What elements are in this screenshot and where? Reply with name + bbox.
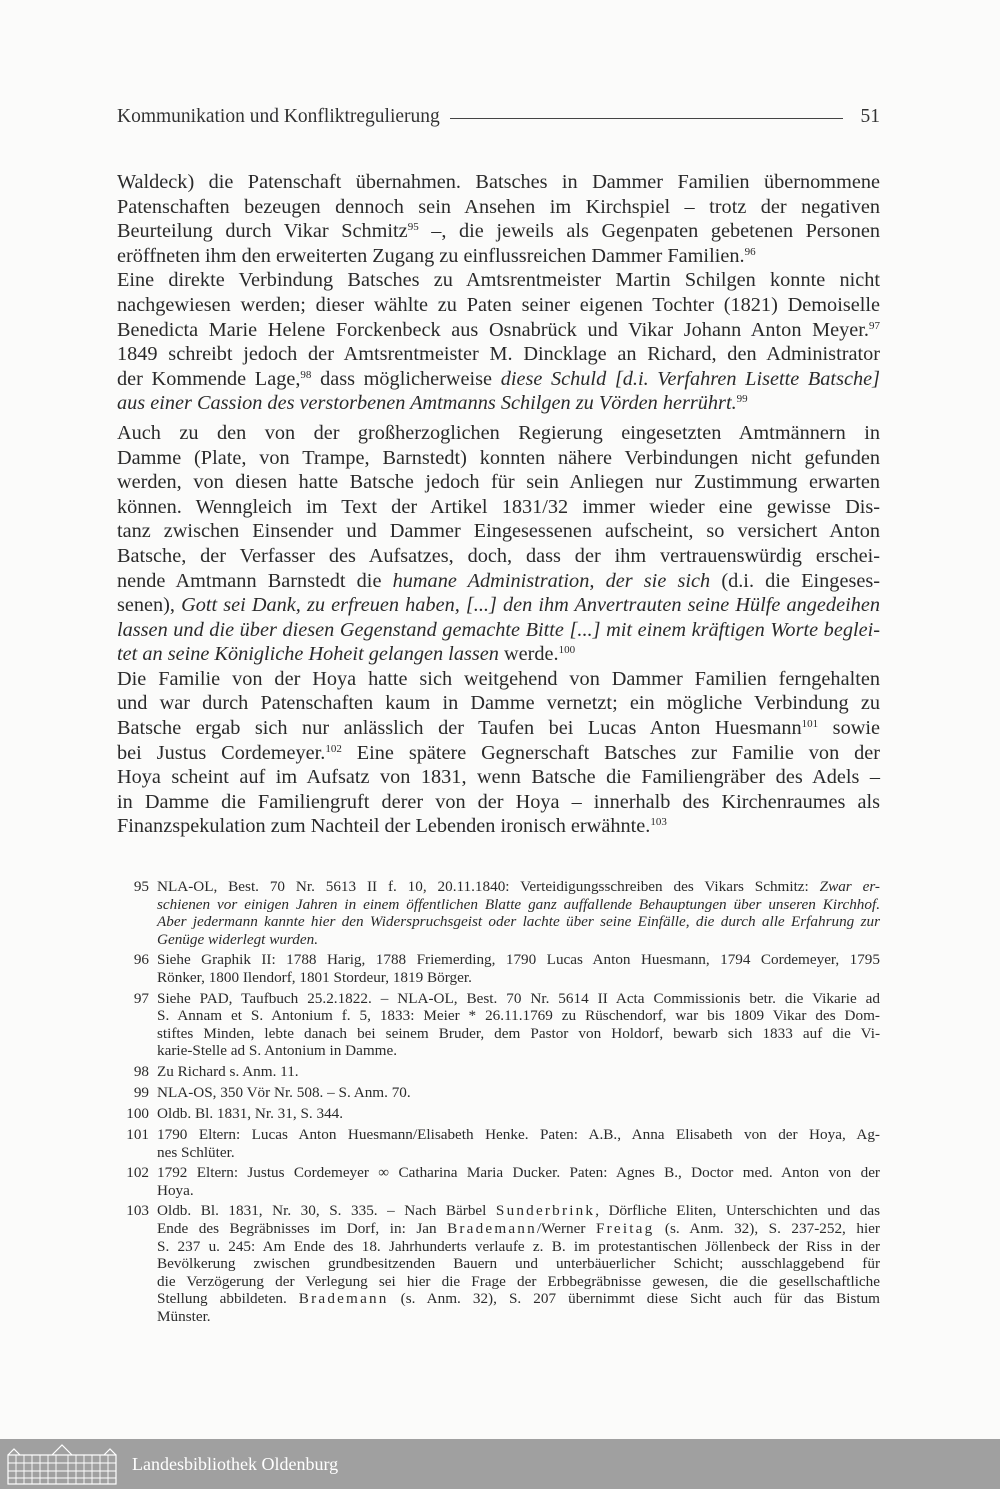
text-segment: Auch zu den von der großherzoglichen Regierung eingesetzten Amtmännern in bbox=[117, 421, 880, 444]
text-segment: können. Wenngleich im Text der Artikel 1831/32 immer wieder eine gewisse Dis- bbox=[117, 495, 880, 518]
body-line bbox=[117, 618, 880, 643]
text-segment: senen), bbox=[117, 594, 182, 617]
text-segment: NLA-OL, Best. 70 Nr. 5613 II f. 10, 20.11.1840: Verteidigungsschreiben des Vikars Schmitz: bbox=[157, 878, 820, 895]
body-line bbox=[117, 421, 880, 446]
footnote-line bbox=[157, 896, 880, 914]
footnote-text bbox=[157, 990, 880, 1060]
footnote bbox=[117, 1105, 880, 1123]
body-line bbox=[117, 544, 880, 569]
footnote-number: 98 bbox=[133, 1062, 149, 1080]
italic-quote: Genüge widerlegt wurden. bbox=[157, 930, 318, 948]
body-line bbox=[117, 691, 880, 716]
text-segment: stiftes Minden, lebte danach bei seinem Bruder, dem Pastor von Holdorf, bewarb sich 1833 auf die Vi- bbox=[157, 1024, 880, 1042]
text-segment: Ende des Begräbnisses im Dorf, in: Jan bbox=[157, 1219, 448, 1237]
text-segment: Batsche, der Verfasser des Aufsatzes, doch, dass der ihm vertrauenswürdig erschei- bbox=[117, 544, 880, 567]
footnote-line bbox=[157, 1105, 880, 1123]
body-line bbox=[117, 219, 880, 244]
footnote-number: 100 bbox=[126, 1104, 149, 1122]
footnotes bbox=[117, 878, 880, 1328]
text-segment: bei Justus Cordemeyer. bbox=[117, 741, 326, 764]
footnote-line bbox=[157, 1126, 880, 1144]
footnote-reference[interactable]: 102 bbox=[325, 742, 342, 755]
running-header bbox=[117, 104, 880, 130]
italic-quote: tet an seine Königliche Hoheit gelangen lassen bbox=[117, 643, 499, 666]
footnote-line bbox=[157, 1063, 880, 1081]
header-title: Kommunikation und Konfliktregulierung bbox=[117, 106, 440, 127]
text-segment: (s. Anm. 32), S. 237-252, hier bbox=[654, 1219, 880, 1237]
text-segment: Hoya. bbox=[157, 1181, 194, 1199]
header-rule bbox=[450, 118, 843, 119]
footnote bbox=[117, 1202, 880, 1325]
text-segment: Münster. bbox=[157, 1307, 211, 1325]
footnote-line bbox=[157, 1182, 880, 1200]
text-segment: werden, von diesen hatte Batsche jedoch für sein Anliegen nur Zustimmung erwarten bbox=[117, 471, 880, 494]
footnote-line bbox=[157, 990, 880, 1008]
text-segment: Die Familie von der Hoya hatte sich weitgehend von Dammer Familien ferngehalten bbox=[117, 667, 880, 690]
text-segment: 1790 Eltern: Lucas Anton Huesmann/Elisabeth Henke. Paten: A.B., Anna Elisabeth von der Hoya, Ag- bbox=[157, 1125, 880, 1143]
text-segment: –, die jeweils als Gegenpaten gebetenen Personen bbox=[418, 220, 880, 243]
footnote-line bbox=[157, 1144, 880, 1162]
footnote-line bbox=[157, 1238, 880, 1256]
footnote-text bbox=[157, 878, 880, 948]
footnote bbox=[117, 990, 880, 1060]
text-segment: 1792 Eltern: Justus Cordemeyer ∞ Catharina Maria Ducker. Paten: Agnes B., Doctor med. Anton von der bbox=[157, 1164, 880, 1182]
footnote-text bbox=[157, 1164, 880, 1199]
italic-quote: Aber jedermann kannte hier den Widerspruchsgeist oder lachte über seine Einfälle, die durch alle Erfahrung zur bbox=[157, 913, 880, 931]
page-number: 51 bbox=[860, 106, 880, 127]
body-line bbox=[117, 195, 880, 220]
text-segment: karie-Stelle ad S. Antonium in Damme. bbox=[157, 1042, 398, 1060]
body-line bbox=[117, 790, 880, 815]
text-segment: tanz zwischen Einsender und Dammer Eingesessenen aufscheint, so versichert Anton bbox=[117, 520, 880, 543]
text-segment: Siehe PAD, Taufbuch 25.2.1822. – NLA-OL, Best. 70 Nr. 5614 II Acta Commissionis betr. die Vikarie ad bbox=[157, 989, 880, 1007]
body-line bbox=[117, 391, 880, 416]
footnote-text bbox=[157, 1126, 880, 1161]
footnote bbox=[117, 951, 880, 986]
body-line bbox=[117, 495, 880, 520]
footnote-line bbox=[157, 1220, 880, 1238]
text-segment: Eine direkte Verbindung Batsches zu Amtsrentmeister Martin Schilgen konnte nicht bbox=[117, 269, 880, 292]
body-line bbox=[117, 244, 880, 269]
footnote-line bbox=[157, 1290, 880, 1308]
footnote-reference[interactable]: 95 bbox=[407, 221, 419, 234]
body-line bbox=[117, 342, 880, 367]
body-line bbox=[117, 170, 880, 195]
footnote-number: 95 bbox=[133, 878, 149, 895]
library-footer-bar bbox=[0, 1439, 1000, 1489]
text-segment: Siehe Graphik II: 1788 Harig, 1788 Friemerding, 1790 Lucas Anton Huesmann, 1794 Cordemeyer, 1795 bbox=[157, 951, 880, 969]
text-segment: 1849 schreibt jedoch der Amtsrentmeister M. Dincklage an Richard, den Administrator bbox=[117, 343, 880, 366]
text-segment: Batsche ergab sich nur anlässlich der Taufen bei Lucas Anton Huesmann bbox=[117, 717, 802, 740]
body-line bbox=[117, 268, 880, 293]
footnote-line bbox=[157, 969, 880, 987]
footnote-number: 102 bbox=[126, 1164, 149, 1182]
footnote-text bbox=[157, 1202, 880, 1325]
text-segment: Sunderbrink bbox=[495, 1202, 596, 1220]
footnote-line bbox=[157, 1007, 880, 1025]
footnote bbox=[117, 878, 880, 948]
text-segment: S. 237 u. 245: Am Ende des 18. Jahrhunderts verlaufe z. B. im protestantischen Jöllenbeck der Riss in der bbox=[157, 1237, 880, 1255]
italic-quote: aus einer Cassion des verstorbenen Amtmanns Schilgen zu Vörden herrührt. bbox=[117, 392, 737, 415]
text-segment: werde. bbox=[498, 643, 559, 666]
footnote-reference[interactable]: 103 bbox=[650, 816, 667, 829]
text-segment: Beurteilung durch Vikar Schmitz bbox=[117, 220, 408, 243]
footnote bbox=[117, 1084, 880, 1102]
footnote-line bbox=[157, 1255, 880, 1273]
footnote-line bbox=[157, 951, 880, 969]
text-segment: Oldb. Bl. 1831, Nr. 30, S. 335. – Nach Bärbel bbox=[157, 1202, 496, 1220]
body-line bbox=[117, 667, 880, 692]
footnote-line bbox=[157, 931, 880, 949]
footnote-text bbox=[157, 1105, 880, 1123]
footnote-reference[interactable]: 97 bbox=[869, 319, 880, 332]
text-segment: (d.i. die Eingeses- bbox=[710, 569, 880, 592]
footnote-line bbox=[157, 1202, 880, 1220]
text-segment: , Dörfliche Eliten, Unterschichten und das bbox=[595, 1202, 880, 1220]
body-line bbox=[117, 642, 880, 667]
footnote-number: 103 bbox=[126, 1202, 149, 1220]
text-segment: in Damme die Familiengruft derer von der Hoya – innerhalb des Kirchenraumes als bbox=[117, 790, 880, 813]
body-line bbox=[117, 716, 880, 741]
body-line bbox=[117, 765, 880, 790]
body-text bbox=[117, 170, 880, 839]
body-line bbox=[117, 293, 880, 318]
text-segment: Damme (Plate, von Trampe, Barnstedt) konnten nähere Verbindungen nicht gefunden bbox=[117, 446, 880, 469]
text-segment: dass möglicherweise bbox=[311, 367, 501, 390]
text-segment: nachgewiesen werden; dieser wählte zu Paten seiner eigenen Tochter (1821) Demoiselle bbox=[117, 293, 880, 316]
body-line bbox=[117, 318, 880, 343]
text-segment: NLA-OS, 350 Vör Nr. 508. – S. Anm. 70. bbox=[157, 1083, 411, 1101]
text-segment: sowie bbox=[818, 717, 880, 740]
text-segment: Finanzspekulation zum Nachteil der Lebenden ironisch erwähnte. bbox=[117, 815, 651, 838]
text-segment: Freitag bbox=[595, 1219, 655, 1237]
text-segment: der Kommende Lage, bbox=[117, 367, 301, 390]
italic-quote: schienen vor einigen Jahren in einem öffentlichen Blatte ganz auffallende Behauptungen über unseren Kirchhof. bbox=[157, 895, 880, 913]
text-segment: die Verzögerung der Verlegung sei hier die Frage der Erbbegräbnisse gewesen, die die gesellschaftliche bbox=[157, 1272, 880, 1290]
footnote-reference[interactable]: 96 bbox=[744, 245, 756, 258]
footnote-text bbox=[157, 1084, 880, 1102]
footnote bbox=[117, 1063, 880, 1081]
body-line bbox=[117, 593, 880, 618]
italic-quote: lassen und die über diesen Gegenstand gemachte Bitte [...] mit einem kräftigen Worte beglei- bbox=[117, 618, 880, 641]
italic-quote: Gott sei Dank, zu erfreuen haben, [...] den ihm Anvertrauten seine Hülfe angedeihen bbox=[181, 594, 880, 617]
text-segment: Waldeck) die Patenschaft übernahmen. Batsches in Dammer Familien übernommene bbox=[117, 171, 880, 193]
footnote-reference[interactable]: 98 bbox=[300, 368, 312, 381]
footnote-reference[interactable]: 99 bbox=[736, 393, 748, 406]
footnote bbox=[117, 1164, 880, 1199]
text-segment: Bevölkerung zwischen grundbesitzenden Bauern und unterbäuerlicher Schicht; ausschlaggebend für bbox=[157, 1255, 880, 1273]
text-segment: Hoya scheint auf im Aufsatz von 1831, wenn Batsche die Familiengräber des Adels – bbox=[117, 766, 880, 789]
italic-quote: Zwar er- bbox=[819, 878, 880, 895]
footnote-line bbox=[157, 1164, 880, 1182]
footnote-number: 101 bbox=[126, 1125, 149, 1143]
text-segment: Benedicta Marie Helene Forckenbeck aus Osnabrück und Vikar Johann Anton Meyer. bbox=[117, 318, 869, 341]
footnote-number: 96 bbox=[133, 951, 149, 969]
text-segment: und war durch Patenschaften kaum in Damme vernetzt; ein mögliche Verbindung zu bbox=[117, 692, 880, 715]
body-line bbox=[117, 569, 880, 594]
library-building-icon bbox=[6, 1443, 118, 1485]
italic-quote: diese Schuld [d.i. Verfahren Lisette Batsche] bbox=[500, 367, 880, 390]
footnote-reference[interactable]: 100 bbox=[558, 644, 576, 657]
italic-quote: humane Administration, der sie sich bbox=[392, 569, 711, 592]
text-segment: Zu Richard s. Anm. 11. bbox=[157, 1062, 299, 1080]
body-line bbox=[117, 470, 880, 495]
footnote-line bbox=[157, 1025, 880, 1043]
text-segment: eröffneten ihm den erweiterten Zugang zu einflussreichen Dammer Familien. bbox=[117, 244, 745, 267]
text-segment: Patenschaften bezeugen dennoch sein Ansehen im Kirchspiel – trotz der negativen bbox=[117, 195, 880, 218]
library-name: Landesbibliothek Oldenburg bbox=[132, 1453, 339, 1474]
text-segment: Brademann bbox=[298, 1290, 389, 1308]
text-segment: Eine spätere Gegnerschaft Batsches zur Familie von der bbox=[341, 741, 880, 764]
text-segment: nes Schlüter. bbox=[157, 1143, 235, 1161]
footnote-line bbox=[157, 1308, 880, 1326]
text-segment: Brademann bbox=[447, 1219, 537, 1237]
body-line bbox=[117, 741, 880, 766]
footnote-line bbox=[157, 878, 880, 896]
footnote-line bbox=[157, 1273, 880, 1291]
body-line bbox=[117, 367, 880, 392]
text-segment: Rönker, 1800 Ilendorf, 1801 Stordeur, 1819 Börger. bbox=[157, 968, 472, 986]
footnote-line bbox=[157, 1042, 880, 1060]
footnote-line bbox=[157, 913, 880, 931]
text-segment: nende Amtmann Barnstedt die bbox=[117, 569, 393, 592]
footnote-text bbox=[157, 951, 880, 986]
body-line bbox=[117, 519, 880, 544]
footnote-number: 99 bbox=[133, 1083, 149, 1101]
footnote-text bbox=[157, 1063, 880, 1081]
footnote bbox=[117, 1126, 880, 1161]
footnote-reference[interactable]: 101 bbox=[801, 718, 819, 731]
text-segment: (s. Anm. 32), S. 207 übernimmt diese Sicht auch für das Bistum bbox=[388, 1290, 880, 1308]
text-segment: S. Annam et S. Antonium f. 5, 1833: Meier * 26.11.1769 zu Rüschendorf, war bis 1809 Vikar des Dom- bbox=[157, 1007, 880, 1025]
text-segment: Stellung abbildeten. bbox=[157, 1290, 299, 1308]
text-segment: /Werner bbox=[536, 1219, 596, 1237]
footnote-line bbox=[157, 1084, 880, 1102]
body-line bbox=[117, 446, 880, 471]
body-line bbox=[117, 814, 880, 839]
footnote-number: 97 bbox=[133, 989, 149, 1007]
text-segment: Oldb. Bl. 1831, Nr. 31, S. 344. bbox=[157, 1104, 344, 1122]
